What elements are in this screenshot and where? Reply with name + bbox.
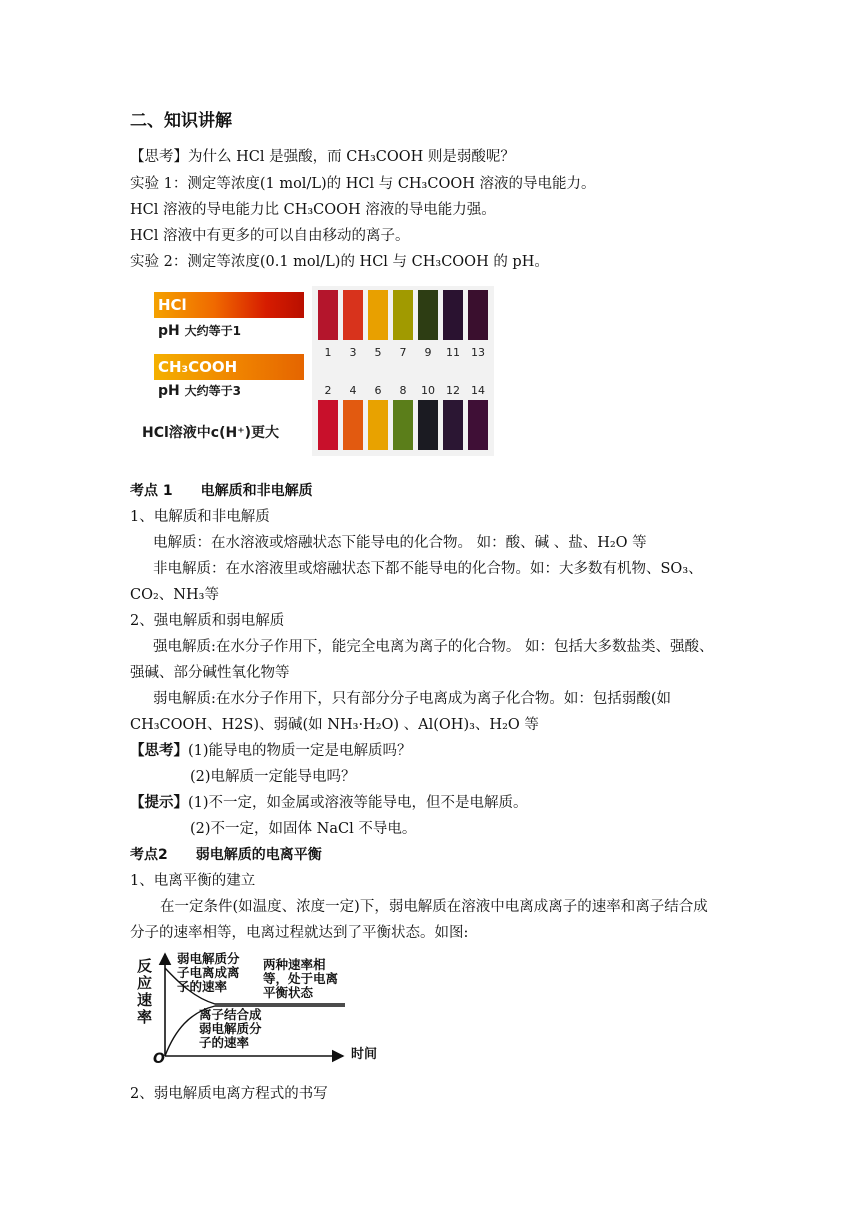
think-2-q2: (2)电解质一定能导电吗？ — [190, 769, 356, 785]
experiment-1-reason: HCl 溶液中有更多的可以自由移动的离子。 — [130, 228, 410, 244]
ionize-rate-label: 弱电解质分子电离成离子的速率 — [177, 951, 240, 994]
experiment-2: 实验 2：测定等浓度(0.1 mol/L)的 HCl 与 CH₃COOH 的 pH。 — [130, 254, 549, 270]
ph-strip-14 — [468, 400, 488, 450]
ph-strip-2 — [318, 400, 338, 450]
x-axis-label: 时间 — [351, 1047, 378, 1062]
acetic-bar — [154, 354, 304, 380]
ph-number-1: 1 — [324, 346, 332, 359]
key-point-2-title: 弱电解质的电离平衡 — [195, 847, 322, 863]
ph-number-11: 11 — [446, 346, 460, 359]
s2-strong-def: 强电解质:在水分子作用下，能完全电离为离子的化合物。 如：包括大多数盐类、强酸、 — [153, 639, 714, 655]
ph-strip-1 — [318, 290, 338, 340]
ph-strip-10 — [418, 400, 438, 450]
ph-strip-7 — [393, 290, 413, 340]
ph-number-7: 7 — [399, 346, 407, 359]
key-point-2 — [130, 845, 322, 865]
ph-number-8: 8 — [399, 384, 407, 397]
ph-number-14: 14 — [471, 384, 485, 397]
ph-conclusion: HCl溶液中c(H⁺)更大 — [142, 425, 279, 441]
ph-number-10: 10 — [421, 384, 435, 397]
key-point-1-title: 电解质和非电解质 — [200, 483, 313, 499]
think-2-tag: 【思考】 — [130, 742, 188, 759]
acetic-ph-label — [158, 382, 241, 399]
think-2-q1: (1)能导电的物质一定是电解质吗？ — [188, 743, 412, 759]
s1-nonelectrolyte-cont: CO₂、NH₃等 — [130, 587, 219, 603]
equilibrium-label: 两种速率相等，处于电离平衡状态 — [263, 957, 339, 1000]
s1-nonelectrolyte-def: 非电解质：在水溶液里或熔融状态下都不能导电的化合物。如：大多数有机物、SO₃、 — [153, 561, 703, 577]
s1-title: 1、电解质和非电解质 — [130, 509, 270, 525]
ph-number-6: 6 — [374, 384, 382, 397]
hcl-label: HCl — [158, 296, 187, 314]
hcl-bar — [154, 292, 304, 318]
acetic-ph: pH — [158, 383, 180, 399]
y-axis-label: 反应速率 — [137, 957, 153, 1026]
ph-strip-8 — [393, 400, 413, 450]
key-point-2-label: 考点2 — [130, 847, 168, 863]
hcl-ph-label — [158, 322, 241, 339]
ph-number-4: 4 — [349, 384, 357, 397]
ph-number-13: 13 — [471, 346, 485, 359]
s2-strong-cont: 强碱、部分碱性氧化物等 — [130, 665, 290, 681]
ph-strip-11 — [443, 290, 463, 340]
ph-number-9: 9 — [424, 346, 432, 359]
hcl-ph-text: 大约等于1 — [184, 324, 241, 338]
experiment-1-result: HCl 溶液的导电能力比 CH₃COOH 溶液的导电能力强。 — [130, 202, 496, 218]
ph-number-12: 12 — [446, 384, 460, 397]
ph-number-5: 5 — [374, 346, 382, 359]
ph-strip-6 — [368, 400, 388, 450]
think-question: 【思考】为什么 HCl 是强酸，而 CH₃COOH 则是弱酸呢？ — [130, 149, 515, 165]
key-point-1 — [130, 481, 313, 501]
acetic-ph-text: 大约等于3 — [184, 384, 241, 398]
s2-title: 2、强电解质和弱电解质 — [130, 613, 285, 629]
combine-rate-label: 离子结合成弱电解质分子的速率 — [199, 1007, 262, 1050]
ph-comparison-figure — [142, 286, 494, 456]
ph-color-chart — [312, 286, 494, 456]
hint-tag: 【提示】 — [130, 794, 188, 811]
ph-strip-13 — [468, 290, 488, 340]
s2-weak-cont: CH₃COOH、H2S)、弱碱(如 NH₃·H₂O) 、Al(OH)₃、H₂O 等 — [130, 717, 539, 733]
acetic-label: CH₃COOH — [158, 358, 238, 376]
ph-number-2: 2 — [324, 384, 332, 397]
experiment-1: 实验 1：测定等浓度(1 mol/L)的 HCl 与 CH₃COOH 溶液的导电能力。 — [130, 176, 596, 192]
ph-strip-3 — [343, 290, 363, 340]
e1-title: 1、电离平衡的建立 — [130, 873, 256, 889]
key-point-1-label: 考点 1 — [130, 483, 173, 499]
ionization-rate-graph — [135, 950, 395, 1068]
hint — [130, 793, 528, 813]
e1-para-2: 分子的速率相等，电离过程就达到了平衡状态。如图: — [130, 925, 469, 941]
hint-a1: (1)不一定，如金属或溶液等能导电，但不是电解质。 — [188, 795, 528, 811]
section-heading: 二、知识讲解 — [130, 111, 232, 131]
hint-a2: (2)不一定，如固体 NaCl 不导电。 — [190, 821, 417, 837]
ph-strip-9 — [418, 290, 438, 340]
ph-strip-4 — [343, 400, 363, 450]
e2-title: 2、弱电解质电离方程式的书写 — [130, 1086, 328, 1102]
s1-electrolyte-def: 电解质：在水溶液或熔融状态下能导电的化合物。 如：酸、碱 、盐、H₂O 等 — [153, 535, 647, 551]
s2-weak-def: 弱电解质:在水分子作用下，只有部分分子电离成为离子化合物。如：包括弱酸(如 — [153, 691, 672, 707]
origin-label: O — [153, 1051, 165, 1067]
think-2 — [130, 741, 412, 761]
ph-strip-5 — [368, 290, 388, 340]
ph-strip-12 — [443, 400, 463, 450]
e1-para-1: 在一定条件(如温度、浓度一定)下，弱电解质在溶液中电离成离子的速率和离子结合成 — [160, 899, 708, 915]
hcl-ph: pH — [158, 323, 180, 339]
ph-number-3: 3 — [349, 346, 357, 359]
